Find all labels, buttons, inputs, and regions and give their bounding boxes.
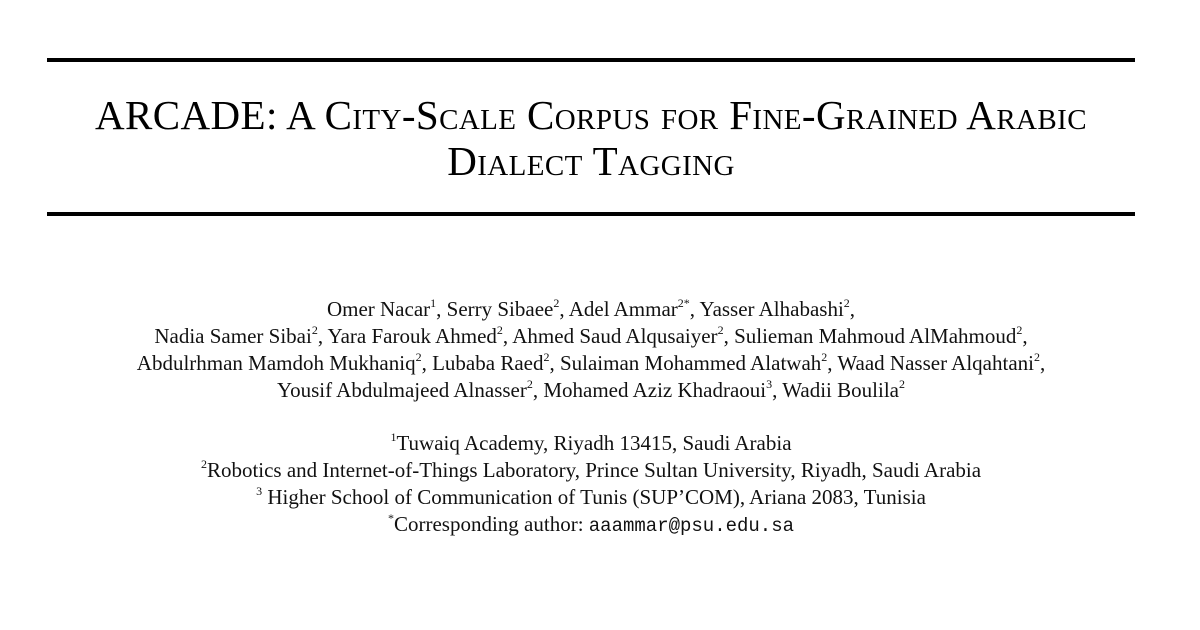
author-name: Adel Ammar: [568, 297, 678, 321]
author-affiliation-marker: 2*: [677, 296, 690, 310]
corresponding-marker: *: [387, 511, 394, 525]
author-separator: ,: [772, 378, 783, 402]
author-affiliation-marker: 1: [430, 296, 437, 310]
affiliation-text: Higher School of Communication of Tunis (SUP’COM), Ariana 2083, Tunisia: [262, 485, 926, 509]
author-affiliation-marker: 2: [543, 350, 550, 364]
author-line: [0, 350, 1182, 377]
author-affiliation-marker: 2: [311, 323, 318, 337]
affiliation-2: [0, 457, 1182, 484]
author-name: Wadii Boulila: [782, 378, 899, 402]
author-affiliation-marker: 2: [553, 296, 560, 310]
author-affiliation-marker: 2: [821, 350, 828, 364]
author-separator: ,: [502, 324, 513, 348]
author-separator: ,: [1039, 351, 1046, 375]
author-separator: ,: [317, 324, 328, 348]
author-name: Serry Sibaee: [446, 297, 554, 321]
title-line-1: ARCADE: A City-Scale Corpus for Fine-Grained Arabic: [95, 92, 1087, 138]
author-affiliation-marker: 2: [496, 323, 503, 337]
author-name: Sulaiman Mohammed Alatwah: [559, 351, 822, 375]
author-name: Omer Nacar: [326, 297, 431, 321]
paper-title: [40, 92, 1142, 184]
affiliation-list: [0, 430, 1182, 540]
author-name: Sulieman Mahmoud AlMahmoud: [734, 324, 1017, 348]
author-line: [0, 377, 1182, 404]
title-line-2: Dialect Tagging: [447, 138, 735, 184]
affiliation-marker: 2: [200, 457, 207, 471]
author-separator: ,: [689, 297, 700, 321]
author-affiliation-marker: 2: [526, 377, 533, 391]
author-affiliation-marker: 2: [415, 350, 422, 364]
affiliation-marker: 1: [390, 430, 397, 444]
author-affiliation-marker: 2: [717, 323, 724, 337]
affiliation-marker: 3: [256, 484, 263, 498]
author-name: Abdulrhman Mamdoh Mukhaniq: [136, 351, 416, 375]
author-name: Lubaba Raed: [432, 351, 544, 375]
affiliation-3: [0, 484, 1182, 511]
author-line: [0, 323, 1182, 350]
author-name: Waad Nasser Alqahtani: [837, 351, 1034, 375]
author-affiliation-marker: 2: [898, 377, 905, 391]
author-name: Nadia Samer Sibai: [154, 324, 312, 348]
affiliation-1: [0, 430, 1182, 457]
author-affiliation-marker: 2: [1033, 350, 1040, 364]
author-separator: ,: [549, 351, 560, 375]
author-separator: ,: [1022, 324, 1028, 348]
author-name: Yasser Alhabashi: [699, 297, 844, 321]
author-name: Yara Farouk Ahmed: [327, 324, 497, 348]
author-separator: ,: [532, 378, 544, 402]
author-separator: ,: [723, 324, 735, 348]
author-name: Ahmed Saud Alqusaiyer: [512, 324, 718, 348]
author-line: [0, 296, 1182, 323]
corresponding-email[interactable]: aaammar@psu.edu.sa: [588, 515, 795, 537]
author-separator: ,: [827, 351, 838, 375]
author-affiliation-marker: 3: [766, 377, 773, 391]
author-affiliation-marker: 2: [1016, 323, 1023, 337]
title-bottom-rule: [47, 212, 1135, 216]
author-affiliation-marker: 2: [843, 296, 850, 310]
affiliation-text: Robotics and Internet-of-Things Laboratory, Prince Sultan University, Riyadh, Saudi Arabia: [206, 458, 982, 482]
author-list: [0, 296, 1182, 404]
author-name: Mohamed Aziz Khadraoui: [543, 378, 767, 402]
corresponding-label: Corresponding author:: [393, 512, 589, 536]
corresponding-author: [0, 511, 1182, 540]
author-name: Yousif Abdulmajeed Alnasser: [277, 378, 527, 402]
author-separator: ,: [849, 297, 856, 321]
affiliation-text: Tuwaiq Academy, Riyadh 13415, Saudi Arabia: [396, 431, 792, 455]
author-separator: ,: [559, 297, 569, 321]
author-separator: ,: [421, 351, 433, 375]
title-top-rule: [47, 58, 1135, 62]
author-separator: ,: [436, 297, 447, 321]
